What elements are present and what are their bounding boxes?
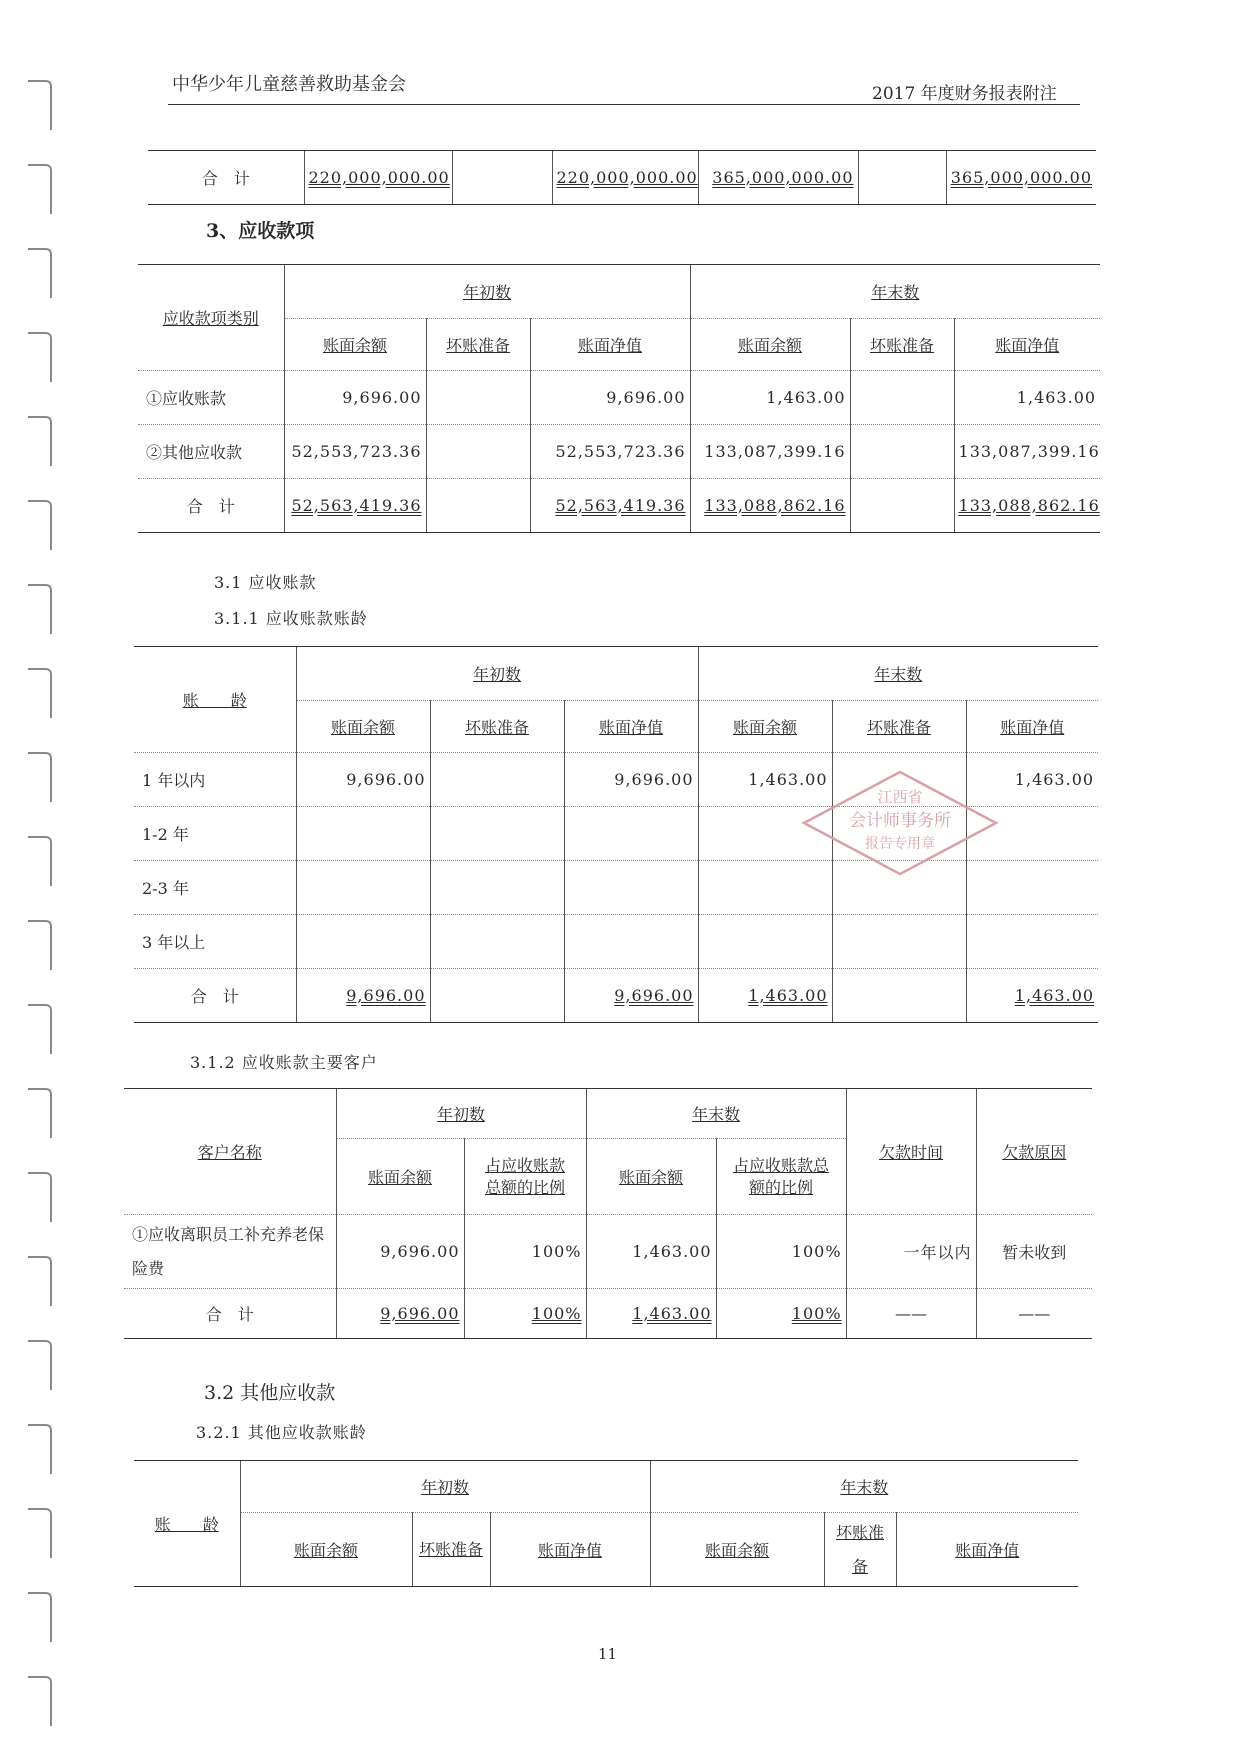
ar-aging-r4-v4 [832,969,966,1023]
ar-aging-group-end: 年末数 [874,665,923,684]
ar-aging-r2-label: 2-3 年 [134,861,296,915]
binding-hole [28,164,52,214]
ar-aging-group-start: 年初数 [473,665,522,684]
ar-cust-r1-v4: —— [846,1289,976,1339]
receivables-r1-v0: 52,553,723.36 [284,425,426,479]
binding-hole [28,1340,52,1390]
receivables-r0-v2: 9,696.00 [530,371,690,425]
table-row [134,915,1098,969]
seal-line1: 江西省 [877,788,923,806]
ar-cust-r0-v2: 1,463.00 [586,1215,716,1289]
binding-hole [28,248,52,298]
table-row [138,425,1100,479]
section-3-2-title: 3.2 其他应收款 [204,1382,336,1404]
receivables-r2-v2: 52,563,419.36 [555,496,686,515]
receivables-r1-v5: 133,087,399.16 [954,425,1100,479]
ar-aging-r0-v0: 9,696.00 [296,753,430,807]
ar-cust-col-3: 占应收账款总额的比例 [733,1155,830,1197]
ar-aging-r4-v0: 9,696.00 [346,986,426,1005]
receivables-group-start: 年初数 [463,283,512,302]
other-ar-col-4: 坏账准备 [836,1522,885,1576]
receivables-r2-v5: 133,088,862.16 [958,496,1100,515]
ar-aging-col-4: 坏账准备 [867,718,932,737]
ar-aging-col-0: 账面余额 [330,718,395,737]
binding-hole [28,1256,52,1306]
binding-hole [28,752,52,802]
top-total-v0: 220,000,000.00 [308,168,450,187]
receivables-r1-v2: 52,553,723.36 [530,425,690,479]
section-3-1-1-title: 3.1.1 应收账款账龄 [214,609,368,628]
ar-aging-r1-label: 1-2 年 [134,807,296,861]
other-ar-col-0: 账面余额 [293,1541,358,1560]
receivables-r0-label: ①应收账款 [138,371,284,425]
other-ar-col-2: 账面净值 [538,1541,603,1560]
page-number: 11 [598,1645,618,1663]
section-3-title: 3、应收款项 [206,220,315,242]
receivables-r1-v3: 133,087,399.16 [690,425,850,479]
ar-aging-col-3: 账面余额 [733,718,798,737]
other-ar-row-header: 账 龄 [154,1515,219,1534]
receivables-r0-v5: 1,463.00 [954,371,1100,425]
binding-edge [28,0,58,1753]
other-ar-col-1: 坏账准备 [418,1539,483,1559]
top-total-v3: 365,000,000.00 [712,168,854,187]
binding-hole [28,668,52,718]
binding-hole [28,1088,52,1138]
receivables-r0-v4 [850,371,954,425]
binding-hole [28,1424,52,1474]
receivables-col-3: 账面余额 [738,336,803,355]
top-total-v5: 365,000,000.00 [950,168,1092,187]
other-ar-col-5: 账面净值 [955,1541,1020,1560]
table-row [124,1215,1092,1289]
receivables-group-end: 年末数 [871,283,920,302]
receivables-row-header: 应收款项类别 [162,309,259,328]
receivables-r1-v1 [426,425,530,479]
table-row [138,371,1100,425]
receivables-r2-label: 合 计 [138,479,284,533]
ar-aging-r4-v1 [430,969,564,1023]
receivables-r2-v1 [426,479,530,533]
ar-cust-r1-v2: 1,463.00 [632,1304,712,1323]
receivables-r1-label: ②其他应收款 [138,425,284,479]
ar-aging-r3-label: 3 年以上 [134,915,296,969]
ar-aging-col-1: 坏账准备 [464,718,529,737]
top-total-v4 [858,151,946,205]
ar-aging-col-2: 账面净值 [599,718,664,737]
ar-customers-table [124,1088,1092,1339]
header-rule [168,104,1080,105]
binding-hole [28,416,52,466]
other-ar-group-end: 年末数 [840,1478,889,1497]
ar-aging-r4-v2: 9,696.00 [614,986,694,1005]
ar-aging-r0-v1 [430,753,564,807]
table-row [124,1289,1092,1339]
ar-aging-r0-v3: 1,463.00 [698,753,832,807]
ar-cust-col-2: 账面余额 [619,1168,684,1187]
ar-cust-r1-label: 合 计 [124,1289,336,1339]
receivables-r0-v1 [426,371,530,425]
binding-hole [28,920,52,970]
section-3-1-title: 3.1 应收账款 [214,573,317,592]
receivables-col-2: 账面净值 [578,336,643,355]
other-ar-col-3: 账面余额 [705,1541,770,1560]
auditor-seal [800,768,1000,878]
binding-hole [28,1676,52,1726]
ar-cust-r1-v3: 100% [791,1304,842,1323]
seal-line2: 会计师事务所 [849,811,951,831]
receivables-r0-v3: 1,463.00 [690,371,850,425]
ar-aging-r4-v5: 1,463.00 [1014,986,1095,1005]
ar-cust-col-0: 账面余额 [367,1168,432,1187]
receivables-col-4: 坏账准备 [870,336,935,355]
receivables-col-5: 账面净值 [995,336,1060,355]
other-ar-aging-table [134,1460,1078,1587]
header-org: 中华少年儿童慈善救助基金会 [172,74,406,95]
binding-hole [28,1004,52,1054]
ar-aging-r0-v2: 9,696.00 [564,753,698,807]
other-ar-group-start: 年初数 [421,1478,470,1497]
binding-hole [28,836,52,886]
receivables-r1-v4 [850,425,954,479]
header-report-title: 2017 年度财务报表附注 [872,84,1057,104]
table-row [138,479,1100,533]
top-total-label: 合 计 [148,151,304,205]
receivables-r2-v3: 133,088,862.16 [704,496,846,515]
ar-cust-col-reason: 欠款原因 [1002,1143,1067,1162]
receivables-r2-v0: 52,563,419.36 [291,496,422,515]
receivables-table [138,264,1100,533]
ar-cust-col-time: 欠款时间 [879,1143,944,1162]
binding-hole [28,1592,52,1642]
ar-aging-col-5: 账面净值 [1000,718,1065,737]
ar-cust-r0-v1: 100% [464,1215,586,1289]
seal-line3: 报告专用章 [865,836,935,852]
ar-aging-r0-label: 1 年以内 [134,753,296,807]
receivables-col-0: 账面余额 [322,336,387,355]
ar-aging-r4-label: 合 计 [134,969,296,1023]
binding-hole [28,1172,52,1222]
ar-cust-col-1: 占应收账款总额的比例 [485,1155,566,1197]
ar-aging-r0-v5: 1,463.00 [966,753,1098,807]
ar-cust-group-start: 年初数 [437,1105,486,1124]
ar-cust-r0-v4: 一年以内 [846,1215,976,1289]
top-total-table [148,150,1096,205]
ar-cust-r1-v0: 9,696.00 [380,1304,460,1323]
top-total-v2: 220,000,000.00 [556,168,698,187]
table-row [134,969,1098,1023]
binding-hole [28,584,52,634]
receivables-r0-v0: 9,696.00 [284,371,426,425]
top-total-v1 [452,151,552,205]
ar-cust-r0-v3: 100% [716,1215,846,1289]
ar-cust-r0-label: ①应收离职员工补充养老保险费 [124,1215,336,1289]
ar-aging-row-header: 账 龄 [182,691,247,710]
binding-hole [28,80,52,130]
receivables-r2-v4 [850,479,954,533]
ar-cust-r1-v5: —— [976,1289,1092,1339]
section-3-1-2-title: 3.1.2 应收账款主要客户 [190,1053,378,1072]
ar-cust-r0-v5: 暂未收到 [976,1215,1092,1289]
ar-cust-r0-v0: 9,696.00 [336,1215,464,1289]
section-3-2-1-title: 3.2.1 其他应收款账龄 [196,1423,367,1442]
ar-cust-group-end: 年末数 [692,1105,741,1124]
receivables-col-1: 坏账准备 [445,336,510,355]
binding-hole [28,332,52,382]
binding-hole [28,1508,52,1558]
binding-hole [28,500,52,550]
ar-cust-row-header: 客户名称 [197,1143,262,1162]
ar-cust-r1-v1: 100% [531,1304,582,1323]
ar-aging-r4-v3: 1,463.00 [748,986,828,1005]
